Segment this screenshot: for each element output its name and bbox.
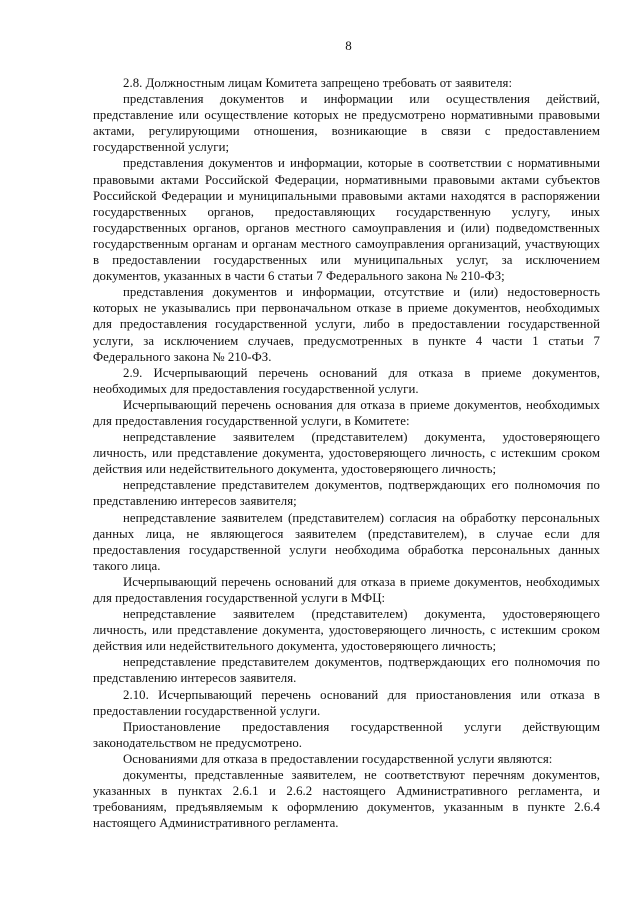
paragraph: документы, представленные заявителем, не соответствуют перечням документов, указанных в пунктах 2.6.1 и 2.6.2 настоящего Административного регламента, и требованиям, предъявляемым к оформлению документов, указанным в пункте 2.6.4 настоящего Административного регламента. (93, 768, 600, 831)
paragraph: непредставление заявителем (представителем) документа, удостоверяющего личность, или представление документа, удостоверяющего личность, с истекшим сроком действия или недействительного документа, удостоверяющего личность; (93, 430, 600, 477)
paragraph: непредставление представителем документов, подтверждающих его полномочия по представлению интересов заявителя; (93, 478, 600, 509)
paragraph: Приостановление предоставления государственной услуги действующим законодательством не предусмотрено. (93, 719, 600, 750)
paragraph: непредставление заявителем (представителем) документа, удостоверяющего личность, или представление документа, удостоверяющего личность, с истекшим сроком действия или недействительного документа, удостоверяющего личность; (93, 607, 600, 654)
paragraph-2-8: 2.8. Должностным лицам Комитета запрещено требовать от заявителя: (123, 76, 513, 90)
paragraph: представления документов и информации, которые в соответствии с нормативными правовыми актами Российской Федерации, нормативными правовыми актами субъектов Российской Федерации и муниципальными правовыми актами находятся в распоряжении государственных органов, предоставляющих государственную услугу, иных государственных органов, органов местного самоуправления и (или) подведомственных государственным органам и органам местного самоуправления организаций, участвующих в предоставлении государственных или муниципальных услуг, за исключением документов, указанных в части 6 статьи 7 Федерального закона № 210-ФЗ; (93, 156, 600, 284)
paragraph-2-10: 2.10. Исчерпывающий перечень оснований для приостановления или отказа в предоставлении государственной услуги. (93, 687, 600, 718)
paragraph: непредставление заявителем (представителем) согласия на обработку персональных данных лица, не являющегося заявителем (представителем), в случае если для предоставления государственной услуги необходима обработка персональных данных такого лица. (93, 510, 600, 573)
paragraph: непредставление представителем документов, подтверждающих его полномочия по представлению интересов заявителя. (93, 655, 600, 686)
page-number: 8 (345, 38, 352, 53)
paragraph: Основаниями для отказа в предоставлении государственной услуги являются: (123, 751, 553, 766)
paragraph-2-9: 2.9. Исчерпывающий перечень оснований для отказа в приеме документов, необходимых для предоставления государственной услуги. (93, 365, 600, 396)
paragraph: представления документов и информации, отсутствие и (или) недостоверность которых не указывались при первоначальном отказе в приеме документов, необходимых для предоставления государственной услуги, либо в предоставлении государственной услуги, за исключением случаев, предусмотренных в пункте 4 части 1 статьи 7 Федерального закона № 210-ФЗ. (93, 285, 600, 364)
paragraph: Исчерпывающий перечень основания для отказа в приеме документов, необходимых для предоставления государственной услуги, в Комитете: (93, 397, 600, 428)
paragraph: представления документов и информации или осуществления действий, представление или осуществление которых не предусмотрено нормативными правовыми актами, регулирующими отношения, возникающие в связи с предоставлением государственной услуги; (93, 92, 600, 155)
paragraph: Исчерпывающий перечень оснований для отказа в приеме документов, необходимых для предоставления государственной услуги в МФЦ: (93, 574, 600, 605)
